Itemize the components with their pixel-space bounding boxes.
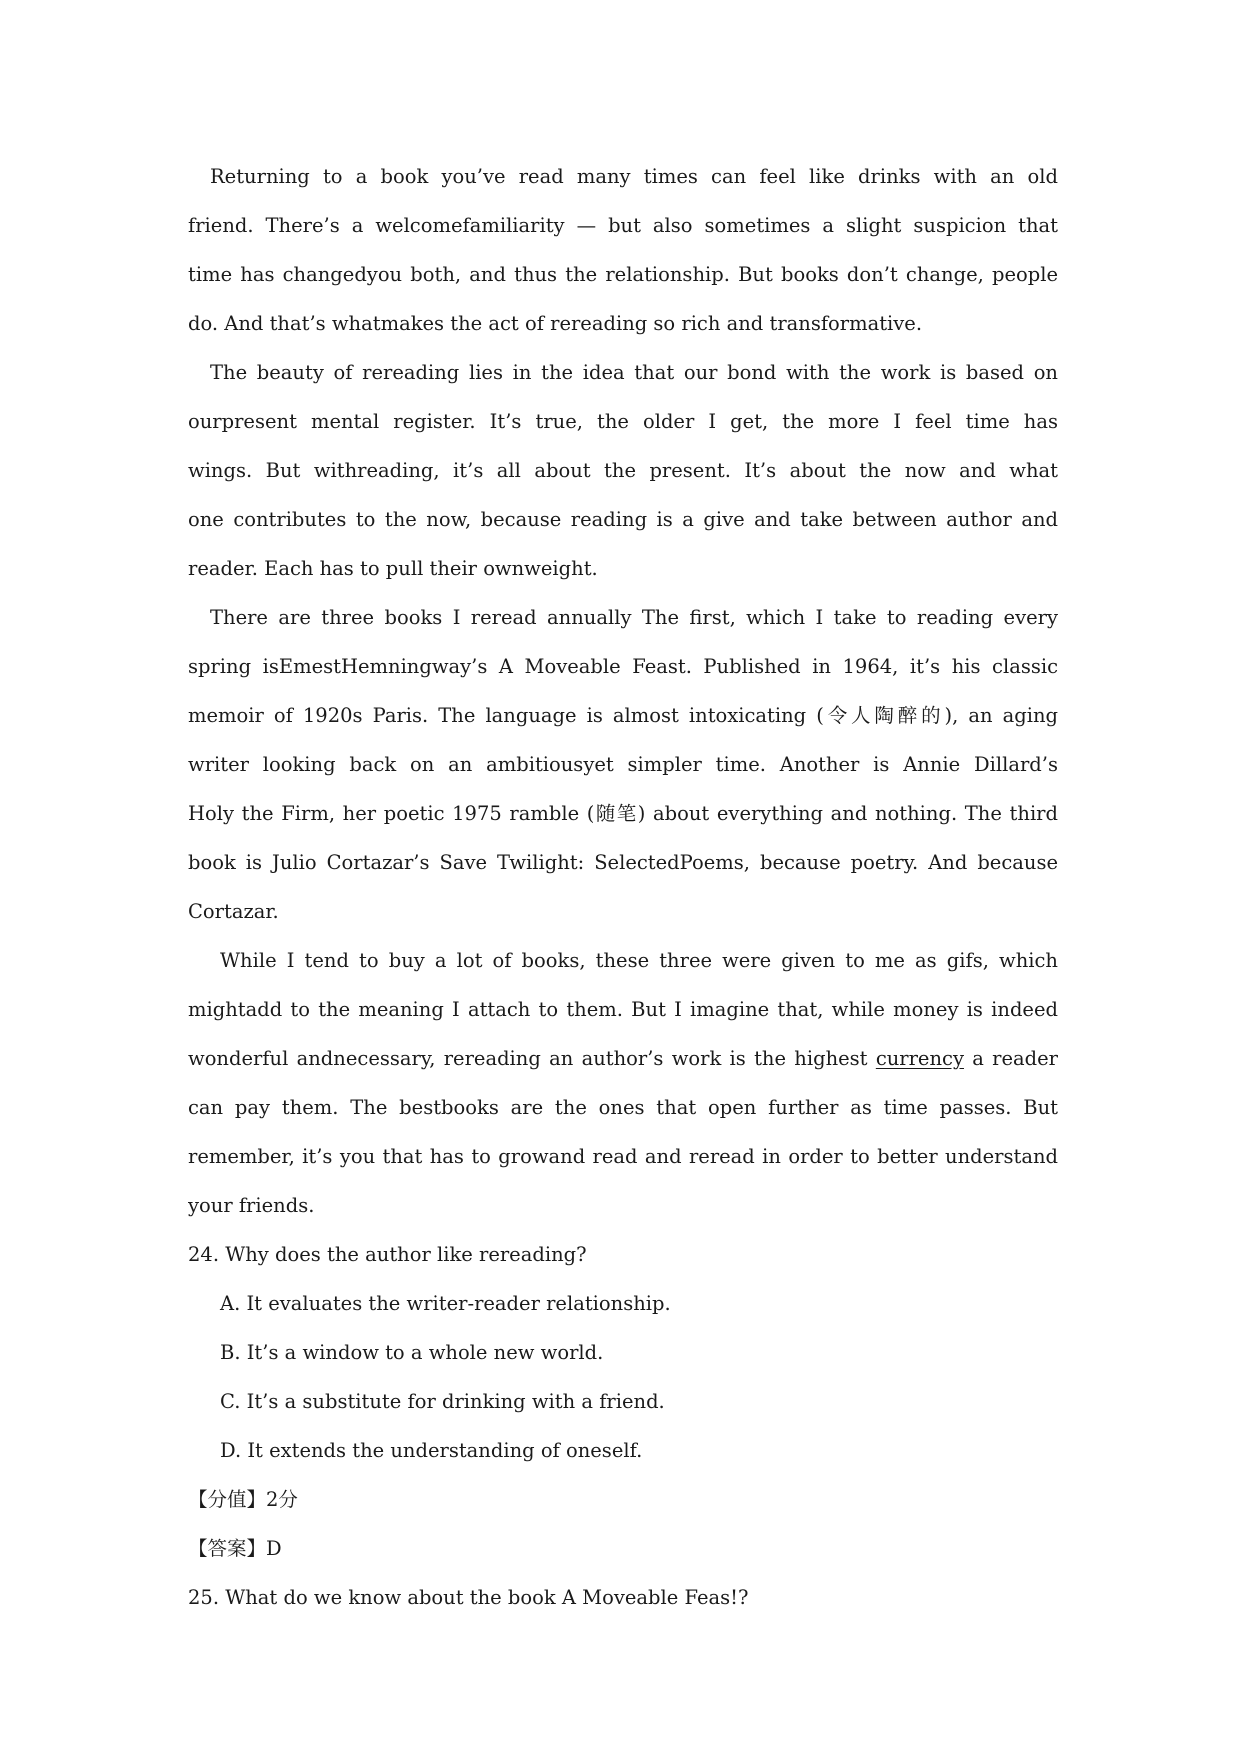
text-line: Cortazar.	[188, 900, 279, 923]
text-line: There are three books I reread annually The first, which I take to reading every	[210, 606, 1058, 629]
question-25	[188, 1573, 1058, 1622]
text-line: The beauty of rereading lies in the idea that our bond with the work is based on	[210, 361, 1058, 384]
text-line: spring isEmestHemningway’s A Moveable Feast. Published in 1964, it’s his classic	[188, 655, 1058, 678]
question-stem: 24. Why does the author like rereading?	[188, 1243, 587, 1266]
text-line: time has changedyou both, and thus the relationship. But books don’t change, people	[188, 263, 1058, 286]
option-d: D. It extends the understanding of oneself.	[220, 1439, 643, 1462]
text-line: can pay them. The bestbooks are the ones that open further as time passes. But	[188, 1096, 1058, 1119]
underlined-word-currency: currency	[875, 1047, 964, 1070]
paragraph-4	[188, 936, 1058, 1230]
option-a: A. It evaluates the writer-reader relationship.	[220, 1292, 671, 1315]
text-line: one contributes to the now, because reading is a give and take between author and	[188, 508, 1058, 531]
text-segment: wonderful andnecessary, rereading an author’s work is the highest	[188, 1047, 876, 1070]
text-line: reader. Each has to pull their ownweight.	[188, 557, 598, 580]
text-line: While I tend to buy a lot of books, these three were given to me as gifs, which	[220, 949, 1058, 972]
question-stem: 25. What do we know about the book A Moveable Feas!?	[188, 1586, 749, 1609]
option-b: B. It’s a window to a whole new world.	[220, 1341, 604, 1364]
text-line: wings. But withreading, it’s all about the present. It’s about the now and what	[188, 459, 1058, 482]
answer-label: 【答案】D	[188, 1537, 282, 1560]
text-line: do. And that’s whatmakes the act of rereading so rich and transformative.	[188, 312, 923, 335]
question-24	[188, 1230, 1058, 1573]
score-label: 【分值】2分	[188, 1488, 298, 1511]
text-line: friend. There’s a welcomefamiliarity — but also sometimes a slight suspicion that	[188, 214, 1058, 237]
paragraph-1	[188, 152, 1058, 348]
document-page	[188, 152, 1058, 1622]
text-line: ourpresent mental register. It’s true, the older I get, the more I feel time has	[188, 410, 1058, 433]
text-line: Holy the Firm, her poetic 1975 ramble (随笔) about everything and nothing. The third	[188, 802, 1058, 825]
text-line: remember, it’s you that has to growand read and reread in order to better understand	[188, 1145, 1058, 1168]
text-line: mightadd to the meaning I attach to them. But I imagine that, while money is indeed	[188, 998, 1058, 1021]
text-line: your friends.	[188, 1194, 315, 1217]
paragraph-3	[188, 593, 1058, 936]
text-segment: a reader	[963, 1047, 1058, 1070]
paragraph-2	[188, 348, 1058, 593]
text-line: memoir of 1920s Paris. The language is almost intoxicating (令人陶醉的), an aging	[188, 704, 1058, 727]
text-line: Returning to a book you’ve read many times can feel like drinks with an old	[210, 165, 1058, 188]
text-line: writer looking back on an ambitiousyet simpler time. Another is Annie Dillard’s	[188, 753, 1058, 776]
text-line	[188, 1034, 1058, 1083]
option-c: C. It’s a substitute for drinking with a friend.	[220, 1390, 665, 1413]
text-line: book is Julio Cortazar’s Save Twilight: SelectedPoems, because poetry. And because	[188, 851, 1058, 874]
